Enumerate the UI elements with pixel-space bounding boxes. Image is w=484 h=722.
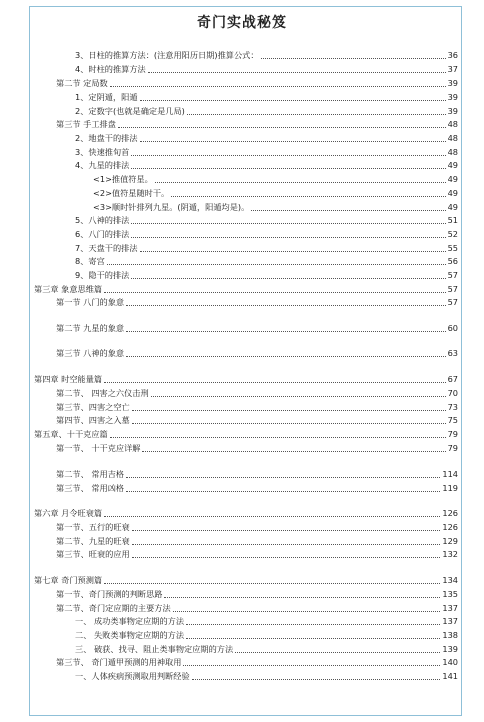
toc-leader-dots (235, 652, 440, 653)
toc-entry-page: 57 (447, 297, 458, 307)
toc-entry-page: 132 (442, 549, 458, 559)
toc-entry[interactable] (75, 64, 458, 75)
toc-entry-page: 126 (442, 522, 458, 532)
toc-entry-title: 4、时柱的推算方法 (75, 64, 146, 74)
toc-leader-dots (110, 437, 446, 438)
toc-entry[interactable] (34, 429, 458, 440)
toc-leader-dots (131, 278, 445, 279)
toc-entry[interactable] (75, 630, 458, 641)
toc-entry-title: 第七章 奇门预测篇 (34, 575, 103, 585)
toc-entry-title: 第四节、四害之入墓 (56, 415, 130, 425)
toc-entry[interactable] (56, 589, 458, 600)
toc-entry[interactable] (56, 388, 458, 399)
toc-leader-dots (104, 382, 445, 383)
toc-entry-page: 57 (447, 284, 458, 294)
toc-entry[interactable] (75, 644, 458, 655)
toc-entry-page: 48 (447, 119, 458, 129)
toc-entry-page: 119 (442, 483, 458, 493)
toc-leader-dots (132, 423, 446, 424)
toc-entry-page: 49 (447, 202, 458, 212)
toc-entry[interactable] (75, 671, 458, 682)
toc-entry-page: 67 (447, 374, 458, 384)
toc-entry-page: 63 (447, 348, 458, 358)
toc-leader-dots (171, 196, 445, 197)
toc-entry-title: 5、八神的排法 (75, 215, 130, 225)
toc-entry-page: 129 (442, 536, 458, 546)
toc-leader-dots (131, 237, 445, 238)
toc-entry-title: 第二节、 四害之六仪击刑 (56, 388, 149, 398)
toc-entry-page: 48 (447, 133, 458, 143)
toc-entry-title: 4、九星的排法 (75, 160, 130, 170)
toc-leader-dots (126, 491, 440, 492)
toc-entry-page: 126 (442, 508, 458, 518)
toc-leader-dots (132, 544, 441, 545)
toc-entry[interactable] (75, 133, 458, 144)
toc-entry-page: 137 (442, 603, 458, 613)
toc-entry-page: 49 (447, 188, 458, 198)
toc-entry-title: 第二节 定局数 (56, 78, 108, 88)
toc-entry[interactable] (56, 443, 458, 454)
toc-entry-page: 79 (447, 443, 458, 453)
toc-leader-dots (132, 530, 441, 531)
toc-entry[interactable] (34, 284, 458, 295)
toc-entry-title: 3、快速推旬首 (75, 147, 130, 157)
toc-entry-page: 39 (447, 78, 458, 88)
toc-entry[interactable] (56, 323, 458, 334)
toc-entry-title: 一、 成功类事物定应期的方法 (75, 616, 185, 626)
toc-entry-title: 第一节 八门的象意 (56, 297, 125, 307)
toc-entry-page: 75 (447, 415, 458, 425)
toc-entry-page: 139 (442, 644, 458, 654)
toc-entry-page: 49 (447, 174, 458, 184)
toc-leader-dots (132, 557, 441, 558)
toc-leader-dots (261, 58, 446, 59)
toc-leader-dots (173, 611, 441, 612)
toc-leader-dots (187, 114, 446, 115)
toc-entry-title: 6、八门的排法 (75, 229, 130, 239)
toc-leader-dots (140, 251, 446, 252)
toc-leader-dots (131, 223, 445, 224)
toc-entry[interactable] (56, 603, 458, 614)
toc-entry-title: 9、隐干的排法 (75, 270, 130, 280)
toc-entry-title: 7、天盘干的排法 (75, 243, 138, 253)
toc-entry-page: 37 (447, 64, 458, 74)
toc-leader-dots (104, 516, 440, 517)
toc-entry[interactable] (75, 616, 458, 627)
toc-leader-dots (164, 597, 440, 598)
toc-entry-page: 52 (447, 229, 458, 239)
toc-entry[interactable] (56, 78, 458, 89)
toc-entry-page: 141 (442, 671, 458, 681)
toc-entry-page: 39 (447, 106, 458, 116)
toc-leader-dots (126, 331, 445, 332)
toc-leader-dots (104, 292, 445, 293)
toc-entry[interactable] (75, 215, 458, 226)
toc-entry-page: 73 (447, 402, 458, 412)
toc-leader-dots (126, 356, 445, 357)
toc-entry[interactable] (75, 270, 458, 281)
toc-entry-page: 57 (447, 270, 458, 280)
toc-entry[interactable] (56, 657, 458, 668)
toc-entry-title: 第三节、四害之空亡 (56, 402, 130, 412)
toc-entry[interactable] (75, 160, 458, 171)
toc-entry[interactable] (56, 469, 458, 480)
toc-leader-dots (251, 210, 445, 211)
toc-entry[interactable] (75, 92, 458, 103)
toc-entry-page: 56 (447, 256, 458, 266)
toc-entry[interactable] (93, 202, 458, 213)
toc-entry[interactable] (56, 522, 458, 533)
toc-leader-dots (126, 305, 445, 306)
toc-entry-page: 36 (447, 50, 458, 60)
toc-entry-title: 二、 失败类事物定应期的方法 (75, 630, 185, 640)
toc-entry[interactable] (75, 256, 458, 267)
toc-leader-dots (151, 396, 446, 397)
toc-entry-title: 第二节 九星的象意 (56, 323, 125, 333)
toc-entry[interactable] (56, 483, 458, 494)
toc-entry-title: 3、日柱的推算方法：(注意用阳历日期)推算公式： (75, 50, 259, 60)
toc-entry-title: 第三节、 常用凶格 (56, 483, 125, 493)
toc-entry[interactable] (34, 508, 458, 519)
toc-entry-page: 135 (442, 589, 458, 599)
toc-entry-title: <2>值符星随时干。 (93, 188, 170, 198)
toc-entry[interactable] (56, 402, 458, 413)
toc-entry-title: 第三节、 奇门遁甲预测的用神取用 (56, 657, 182, 667)
toc-entry-page: 48 (447, 147, 458, 157)
toc-entry-page: 137 (442, 616, 458, 626)
page-title: 奇门实战秘笈 (197, 15, 287, 31)
toc-entry-title: 2、定数字(也就是确定是几局) (75, 106, 185, 116)
toc-entry-page: 39 (447, 92, 458, 102)
toc-leader-dots (140, 100, 446, 101)
toc-entry[interactable] (75, 147, 458, 158)
toc-entry-page: 114 (442, 469, 458, 479)
toc-leader-dots (131, 168, 445, 169)
toc-entry-page: 79 (447, 429, 458, 439)
toc-entry-title: 第六章 月令旺衰篇 (34, 508, 103, 518)
toc-entry-title: 1、定阴遁，阳遁 (75, 92, 138, 102)
toc-entry-title: 8、寄宫 (75, 256, 105, 266)
toc-entry-title: 第二节、九星的旺衰 (56, 536, 130, 546)
toc-entry-title: 三、 破获、找寻、阻止类事物定应期的方法 (75, 644, 234, 654)
toc-entry[interactable] (93, 188, 458, 199)
toc-entry[interactable] (75, 243, 458, 254)
toc-entry[interactable] (56, 549, 458, 560)
toc-entry[interactable] (75, 50, 458, 61)
toc-entry[interactable] (34, 575, 458, 586)
toc-entry[interactable] (56, 348, 458, 359)
toc-entry[interactable] (75, 229, 458, 240)
toc-leader-dots (148, 72, 446, 73)
toc-leader-dots (132, 410, 446, 411)
toc-leader-dots (140, 141, 446, 142)
toc-entry-page: 134 (442, 575, 458, 585)
toc-leader-dots (118, 127, 446, 128)
toc-entry-page: 140 (442, 657, 458, 667)
toc-leader-dots (126, 477, 440, 478)
toc-entry-title: 第三节 手工排盘 (56, 119, 116, 129)
toc-entry-page: 49 (447, 160, 458, 170)
toc-entry[interactable] (93, 174, 458, 185)
toc-leader-dots (186, 624, 440, 625)
toc-entry-title: 第二节、 常用吉格 (56, 469, 125, 479)
toc-leader-dots (155, 182, 446, 183)
toc-entry-title: 第一节、 十干克应详解 (56, 443, 141, 453)
toc-entry[interactable] (34, 374, 458, 385)
toc-entry-page: 138 (442, 630, 458, 640)
toc-entry-page: 60 (447, 323, 458, 333)
toc-entry-title: 一、人体疾病预测取用判断经验 (75, 671, 190, 681)
toc-entry-title: 第三节 八神的象意 (56, 348, 125, 358)
toc-entry[interactable] (56, 297, 458, 308)
toc-entry-title: 第一节、五行的旺衰 (56, 522, 130, 532)
toc-entry[interactable] (56, 119, 458, 130)
toc-leader-dots (192, 679, 441, 680)
toc-entry-title: <3>顺时针排列九星。(阴遁，阳遁均是)。 (93, 202, 250, 212)
toc-entry-title: 第五章、十干克应篇 (34, 429, 108, 439)
toc-leader-dots (142, 451, 445, 452)
toc-entry-title: 第三节、旺衰的应用 (56, 549, 130, 559)
toc-entry[interactable] (75, 106, 458, 117)
toc-entry-title: <1>推值符星。 (93, 174, 153, 184)
toc-entry-title: 第一节、奇门预测的判断思路 (56, 589, 163, 599)
toc-entry[interactable] (56, 415, 458, 426)
toc-entry-page: 70 (447, 388, 458, 398)
toc-leader-dots (104, 583, 440, 584)
toc-entry-title: 第二节、奇门定应期的主要方法 (56, 603, 171, 613)
toc-entry-title: 第四章 时空能量篇 (34, 374, 103, 384)
toc-entry-page: 55 (447, 243, 458, 253)
toc-entry[interactable] (56, 536, 458, 547)
toc-leader-dots (110, 86, 446, 87)
toc-entry-title: 第三章 象意思维篇 (34, 284, 103, 294)
toc-entry-title: 2、地盘干的排法 (75, 133, 138, 143)
toc-leader-dots (183, 665, 440, 666)
toc-leader-dots (131, 155, 445, 156)
toc-entry-page: 51 (447, 215, 458, 225)
toc-leader-dots (107, 264, 446, 265)
toc-leader-dots (186, 638, 440, 639)
